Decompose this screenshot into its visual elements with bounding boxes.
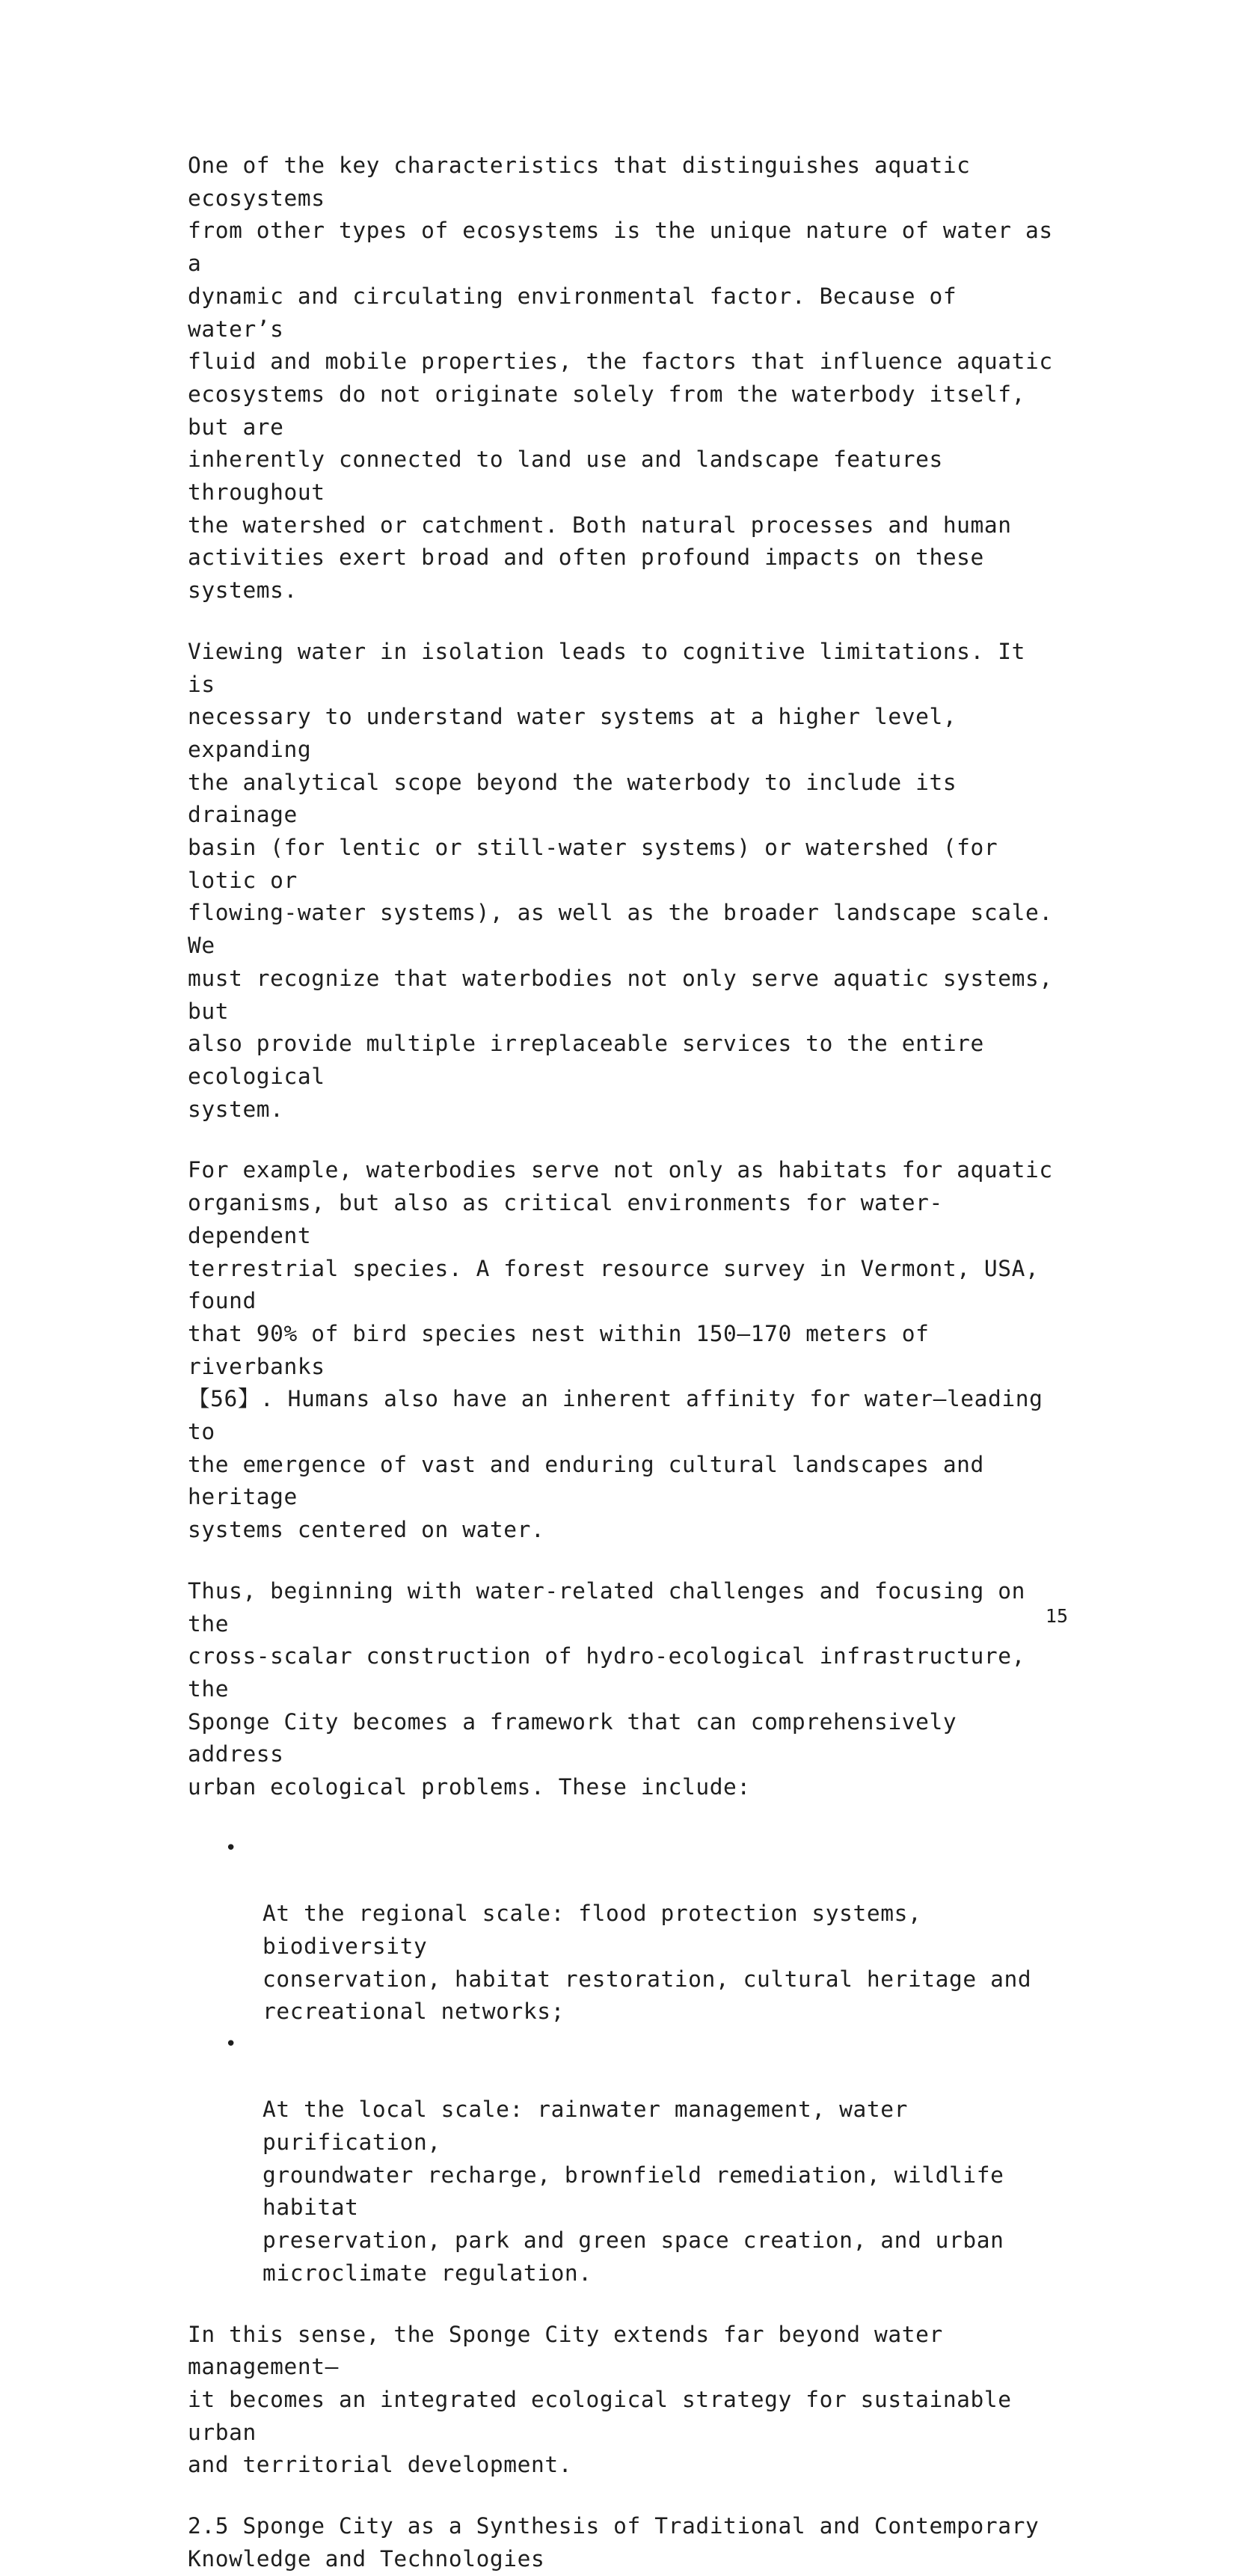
bullet-dot-icon: • xyxy=(225,2032,237,2055)
scale-bullet-list xyxy=(188,1833,1066,2290)
page-number: 15 xyxy=(1045,1605,1068,1627)
page-body xyxy=(188,150,1066,2576)
bullet-dot-icon: • xyxy=(225,1836,237,1859)
paragraph-example-habitats: For example, waterbodies serve not only as habitats for aquatic organisms, but also as critical environments for water-dependent terrestrial species. A forest resource survey in Vermont, USA, found that 90% of bird species nest within 150–170 meters of riverbanks 【56】. Humans also have an inherent affinity for water—leading to the emergence of vast and enduring cultural landscapes and heritage systems centered on water. xyxy=(188,1157,1053,1543)
bullet-regional-scale xyxy=(188,1833,1066,2028)
paragraph-sponge-city-framework: Thus, beginning with water-related challenges and focusing on the cross-scalar construction of hydro-ecological infrastructure, the Sponge City becomes a framework that can comprehensively address urban ecological problems. These include: xyxy=(188,1577,1025,1800)
bullet-text: At the local scale: rainwater management, water purification, groundwater recharge, brownfield remediation, wildlife habitat preservation, park and green space creation, and urban microclimate regulation. xyxy=(263,2097,1004,2286)
section-heading: 2.5 Sponge City as a Synthesis of Traditional and Contemporary Knowledge and Technologies xyxy=(188,2513,1040,2572)
bullet-local-scale xyxy=(188,2028,1066,2290)
bullet-text: At the regional scale: flood protection systems, biodiversity conservation, habitat restoration, cultural heritage and recreational networks; xyxy=(263,1901,1032,2025)
paragraph-water-isolation: Viewing water in isolation leads to cognitive limitations. It is necessary to understand water systems at a higher level, expanding the analytical scope beyond the waterbody to include its drainage basin (for lentic or still-water systems) or watershed (for lotic or flowing-water systems), as well as the broader landscape scale. We must recognize that waterbodies not only serve aquatic systems, but also provide multiple irreplaceable services to the entire ecological system. xyxy=(188,638,1053,1122)
paragraph-aquatic-ecosystems: One of the key characteristics that distinguishes aquatic ecosystems from other types of ecosystems is the unique nature of water as a dynamic and circulating environmental factor. Because of water’s fluid and mobile properties, the factors that influence aquatic ecosystems do not originate solely from the waterbody itself, but are inherently connected to land use and landscape features throughout the watershed or catchment. Both natural processes and human activities exert broad and often profound impacts on these systems. xyxy=(188,153,1053,604)
paragraph-closing: In this sense, the Sponge City extends far beyond water management— it becomes an integrated ecological strategy for sustainable urban and territorial development. xyxy=(188,2321,1012,2478)
